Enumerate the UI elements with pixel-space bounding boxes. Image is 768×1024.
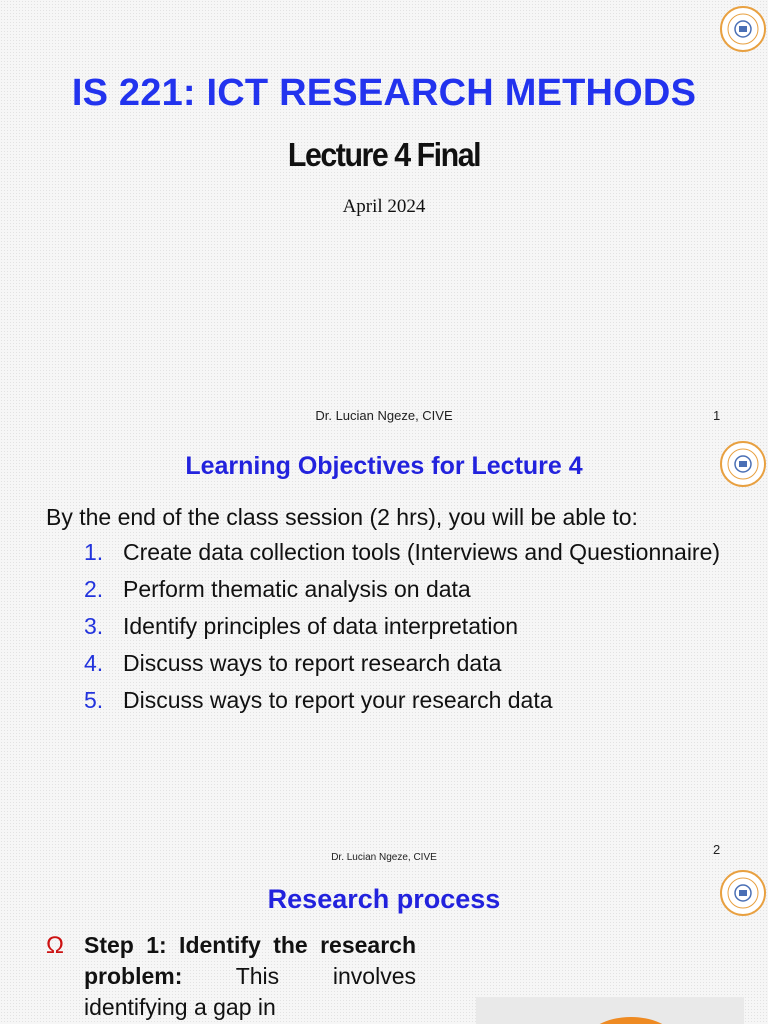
slide-3 <box>0 864 768 1024</box>
objective-text: Identify principles of data interpretation <box>123 613 519 639</box>
list-number: 1. <box>84 539 104 565</box>
step-bullet <box>46 930 416 1023</box>
slide-footer: Dr. Lucian Ngeze, CIVE <box>315 408 453 423</box>
presentation-date: April 2024 <box>342 196 426 217</box>
list-number: 2. <box>84 576 104 602</box>
objective-text: Create data collection tools (Interviews and Questionnaire) <box>123 539 721 565</box>
list-item <box>84 648 724 678</box>
list-number: 3. <box>84 613 104 639</box>
objectives-intro: By the end of the class session (2 hrs), you will be able to: <box>46 504 638 530</box>
page-number: 1 <box>713 408 721 423</box>
step-text <box>84 930 416 1023</box>
slide-heading: Learning Objectives for Lecture 4 <box>185 452 583 480</box>
slide-2 <box>0 432 768 864</box>
illustration-image <box>476 997 744 1024</box>
step-label: Step 1: Identify the research problem: <box>84 932 416 989</box>
page-number: 2 <box>713 842 721 857</box>
step-description: This involves identifying a gap in <box>84 963 416 1020</box>
list-number: 5. <box>84 687 104 713</box>
presentation-title: IS 221: ICT RESEARCH METHODS <box>71 72 697 114</box>
list-item <box>84 685 724 715</box>
objective-text: Discuss ways to report your research data <box>123 687 553 713</box>
slide-1 <box>0 0 768 432</box>
list-number: 4. <box>84 650 104 676</box>
list-item <box>84 574 724 604</box>
list-item <box>84 537 724 567</box>
omega-bullet-icon: Ω <box>46 932 64 959</box>
slide-footer: Dr. Lucian Ngeze, CIVE <box>331 852 437 863</box>
slide-heading: Research process <box>267 884 501 914</box>
university-seal-icon <box>720 6 766 52</box>
list-item <box>84 611 724 641</box>
lecture-subtitle: Lecture 4 Final <box>287 136 481 173</box>
objective-text: Discuss ways to report research data <box>123 650 502 676</box>
illustration-shape <box>586 1017 676 1024</box>
objectives-list <box>84 537 724 722</box>
objective-text: Perform thematic analysis on data <box>123 576 471 602</box>
